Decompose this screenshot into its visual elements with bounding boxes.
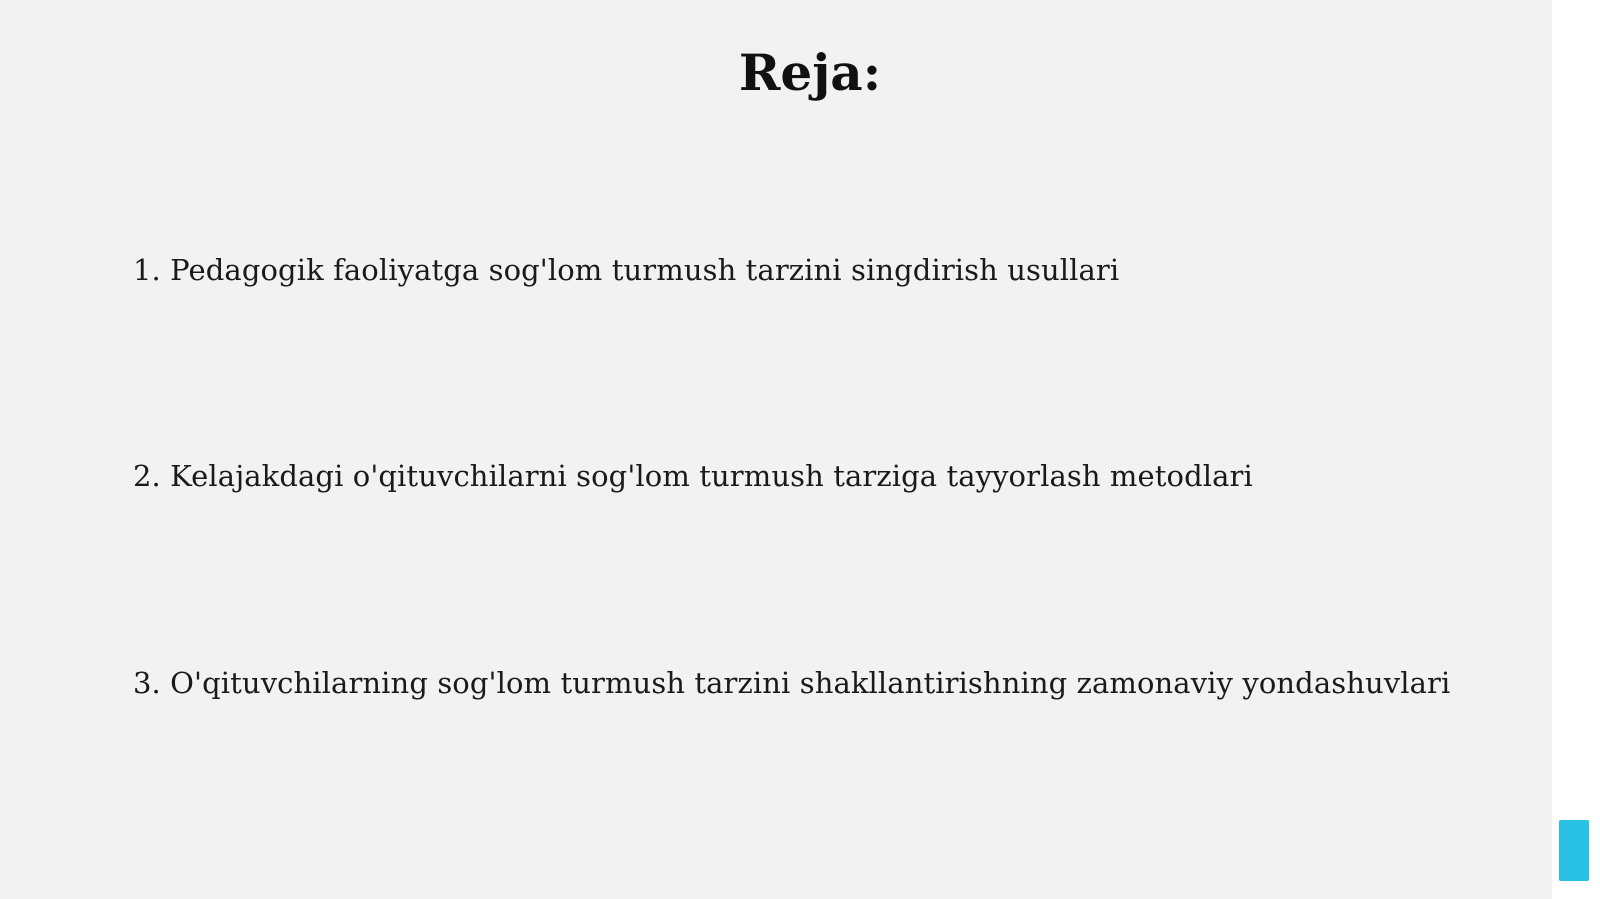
plan-item-1: 1. Pedagogik faoliyatga sog'lom turmush tarzini singdirish usullari [133,253,1120,287]
slide-title: Reja: [738,43,882,102]
side-strip [1552,0,1600,899]
plan-item-2: 2. Kelajakdagi o'qituvchilarni sog'lom turmush tarziga tayyorlash metodlari [133,459,1253,493]
scroll-indicator[interactable] [1559,820,1589,881]
plan-item-3: 3. O'qituvchilarning sog'lom turmush tarzini shakllantirishning zamonaviy yondashuvlari [133,666,1451,700]
